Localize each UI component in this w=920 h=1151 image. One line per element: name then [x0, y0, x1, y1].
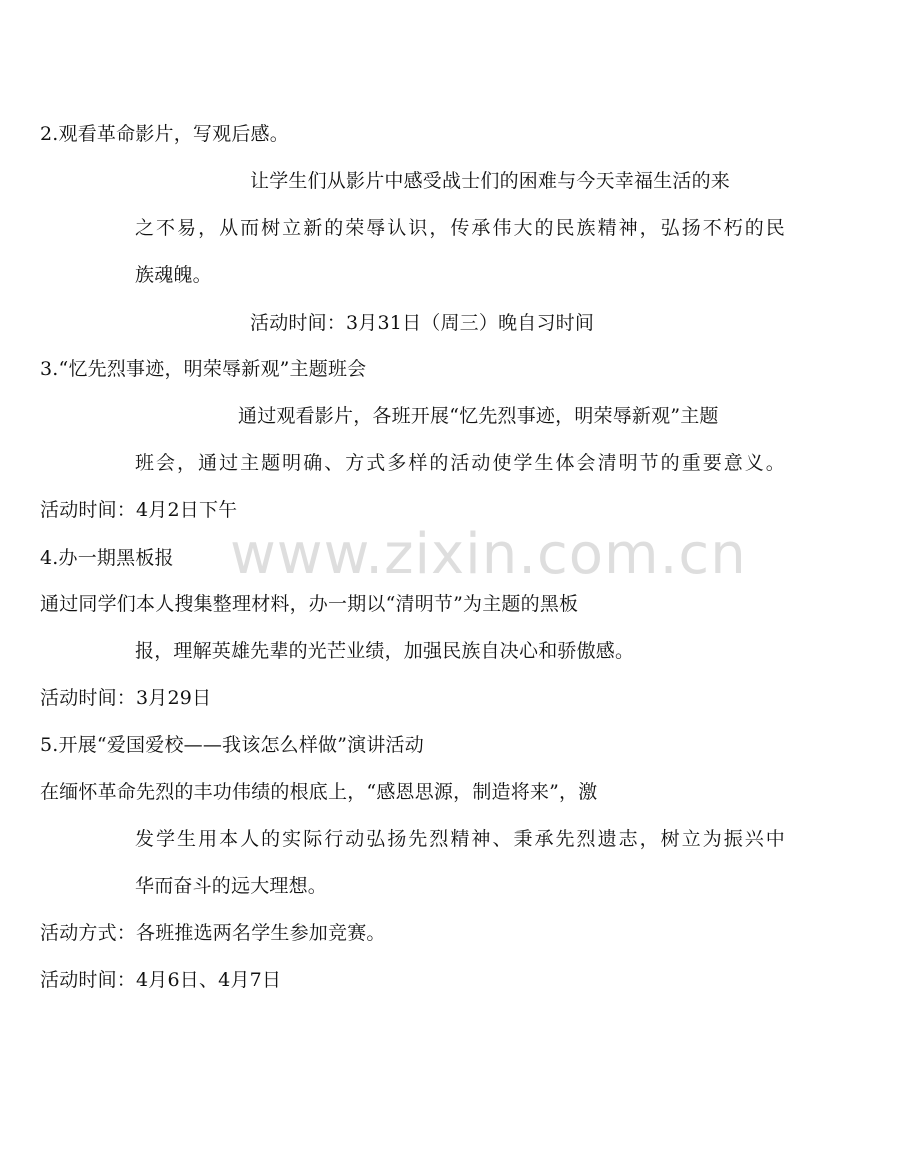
- section-heading-3: 3.“忆先烈事迹，明荣辱新观”主题班会: [40, 358, 367, 380]
- paragraph-line: 在缅怀革命先烈的丰功伟绩的根底上，“感恩思源，制造将来”，激: [40, 781, 598, 803]
- activity-method: 活动方式：各班推选两名学生参加竞赛。: [40, 922, 386, 944]
- watermark: www.zixin.com.cn: [230, 522, 747, 587]
- paragraph-line: 通过观看影片，各班开展“忆先烈事迹，明荣辱新观”主题: [238, 405, 719, 427]
- activity-time: 活动时间：4月6日、4月7日: [40, 969, 282, 991]
- section-heading-4: 4.办一期黑板报: [40, 547, 174, 569]
- paragraph-line: 通过同学们本人搜集整理材料，办一期以“清明节”为主题的黑板: [40, 593, 579, 615]
- paragraph-line: 之不易，从而树立新的荣辱认识，传承伟大的民族精神，弘扬不朽的民: [135, 217, 785, 239]
- paragraph-line: 让学生们从影片中感受战士们的困难与今天幸福生活的来: [250, 170, 731, 192]
- paragraph-line: 报，理解英雄先辈的光芒业绩，加强民族自决心和骄傲感。: [135, 640, 635, 662]
- activity-time: 活动时间：3月31日（周三）晚自习时间: [250, 312, 595, 334]
- paragraph-line: 族魂魄。: [135, 264, 212, 286]
- paragraph-line: 华而奋斗的远大理想。: [135, 875, 328, 897]
- section-heading-5: 5.开展“爱国爱校——我该怎么样做”演讲活动: [40, 734, 424, 756]
- paragraph-line: 班会，通过主题明确、方式多样的活动使学生体会清明节的重要意义。: [135, 452, 785, 474]
- activity-time: 活动时间：3月29日: [40, 687, 212, 709]
- section-heading-2: 2.观看革命影片，写观后感。: [40, 123, 289, 145]
- paragraph-line: 发学生用本人的实际行动弘扬先烈精神、秉承先烈遗志，树立为振兴中: [135, 828, 785, 850]
- activity-time: 活动时间：4月2日下午: [40, 499, 238, 521]
